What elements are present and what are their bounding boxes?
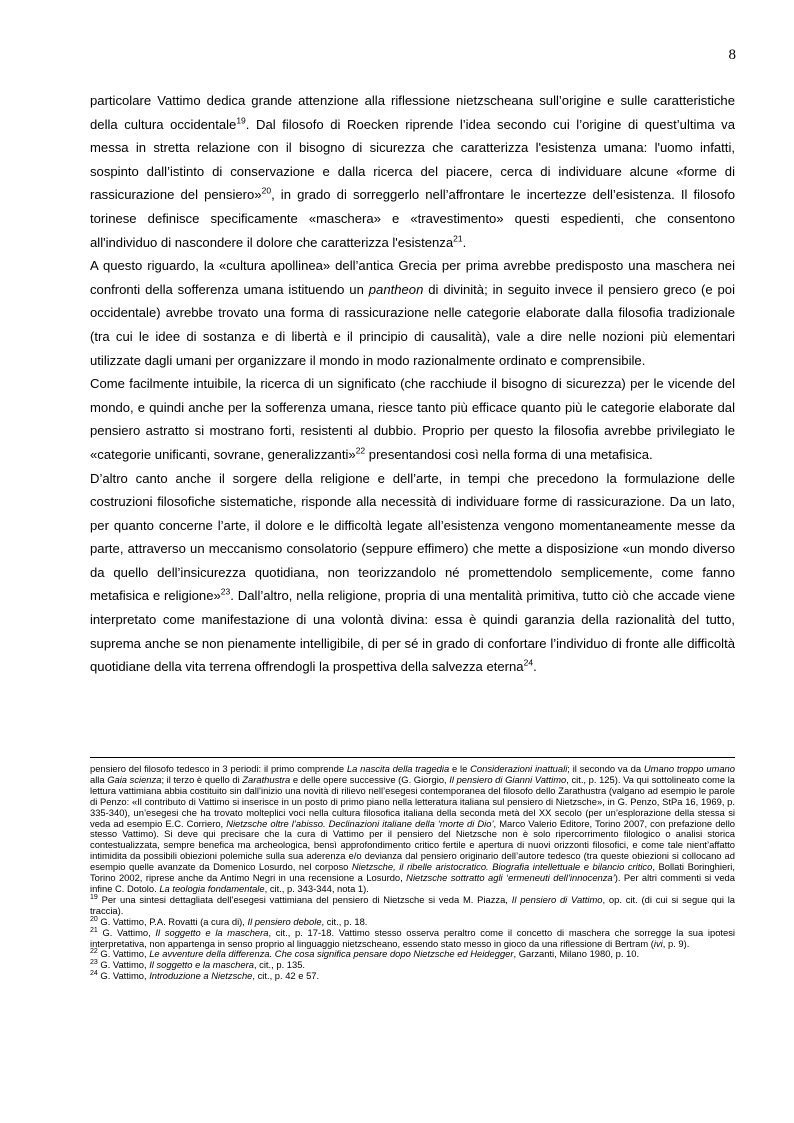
text-run: , Garzanti, Milano 1980, p. 10. [513, 948, 640, 960]
text-run: G. Vattimo, P.A. Rovatti (a cura di), [97, 915, 248, 927]
text-run: , Marco Valerio Editore, Torino 2007, con prefazione dello stesso Vattimo). Si deve qui precisare che la cura di Vattimo per il pensiero del Nietzsche non è solo ripercorrimento filologico o analisi storica contestualizzata, sempre benefica ma archeologica, bensì approfondimento critico fertile e apertura di nuovi orizzonti filosofici, e come tale nient’affatto intimidita da possibili obiezioni polemiche sulla sua aderenza e/o devianza dal pensiero originario dell’autore tedesco (tra queste obiezioni si collocano ad esempio quelle avanzate da Domenico Losurdo, nel corposo [90, 817, 735, 873]
italic-text: ivi [653, 937, 663, 949]
paragraph [90, 467, 735, 679]
footnote [90, 971, 735, 982]
text-run: particolare Vattimo dedica grande attenzione alla riflessione nietzscheana sull’origine e sulle caratteristiche della cultura occidentale [90, 93, 735, 132]
footnote-number: 19 [90, 893, 98, 901]
text-run: . [533, 659, 537, 675]
text-run: , cit., p. 42 e 57. [252, 970, 320, 982]
footnote [90, 928, 735, 950]
text-run: , in grado di sorreggerlo nell’affrontare le incertezze dell’esistenza. Il filosofo torinese definisce specificamente «maschera» e «travestimento» questi espedienti, che consentono all'individuo di nascondere il dolore che caratterizza l'esistenza [90, 187, 735, 250]
text-run: G. Vattimo, [97, 959, 150, 971]
main-text [90, 89, 735, 679]
footnote-reference: 20 [261, 186, 272, 197]
footnote-reference: 24 [523, 657, 534, 668]
text-run: , cit., p. 343-344, nota 1). [264, 882, 369, 894]
page-number: 8 [728, 47, 736, 63]
paragraph [90, 89, 735, 254]
footnote-reference: 22 [355, 445, 366, 456]
text-run: di divinità; in seguito invece il pensiero greco (e poi occidentale) avrebbe trovato una forma di rassicurazione nelle categorie elaborate dalla filosofia tradizionale (tra cui le idee di sostanza e di libertà e il principio di causalità), vale a dire nelle nozioni più elementari utilizzate dagli umani per organizzare il mondo in modo razionalmente ordinato e comprensibile. [90, 281, 735, 368]
text-run: G. Vattimo, [97, 948, 150, 960]
italic-text: Il pensiero di Vattimo [511, 893, 603, 905]
text-run: Come facilmente intuibile, la ricerca di un significato (che racchiude il bisogno di sicurezza) per le vicende del mondo, e quindi anche per la sofferenza umana, riesce tanto più efficace quanto più le categorie elaborate dal pensiero astratto si mostrano forti, resistenti al dubbio. Proprio per questo la filosofia avrebbe privilegiato le «categorie unificanti, sovrane, generalizzanti» [90, 376, 735, 462]
text-run: , cit., p. 135. [253, 959, 306, 971]
footnote-number: 21 [90, 926, 98, 934]
italic-text: Il soggetto e la maschera [155, 926, 269, 938]
text-run: Per una sintesi dettagliata dell’esegesi vattimiana del pensiero di Nietzsche si veda M. Piazza, [97, 893, 512, 905]
text-run: e delle opere successive (G. Giorgio, [290, 773, 450, 785]
text-run: . Dall’altro, nella religione, propria di una mentalità primitiva, tutto ciò che accade viene interpretato come manifestazione di una volontà divina: essa è quindi garanzia della razionalità del tutto, suprema anche se non pienamente intelligibile, di per sé in grado di confortare l’individuo di fronte alle difficoltà quotidiane della vita terrena offrendogli la prospettiva della salvezza eterna [90, 588, 736, 675]
footnote-reference: 23 [220, 587, 231, 598]
text-run: , op. cit. (di cui si segue qui la traccia). [90, 893, 736, 916]
footnote-reference: 19 [236, 115, 246, 126]
text-run: e le [449, 763, 471, 774]
italic-text: pantheon [368, 281, 424, 297]
italic-text: La nascita della tragedia [346, 763, 450, 774]
text-run: alla [90, 773, 108, 785]
text-run: . [462, 234, 467, 250]
paragraph [90, 254, 735, 372]
italic-text: Le avventure della differenza. Che cosa significa pensare dopo Nietzsche ed Heidegger [149, 948, 514, 960]
text-run: . Dal filosofo di Roecken riprende l’idea secondo cui l’origine di quest’ultima va messa in stretta relazione con il bisogno di sicurezza che caratterizza l'esistenza umana: l'uomo infatti, sospinto dall’istinto di conservazione e dalla ricerca del piacere, cerca di individuare alcune «forme di rassicurazione del pensiero» [90, 116, 735, 203]
footnote-reference: 21 [453, 233, 463, 244]
text-run: , cit., p. 17-18. Vattimo stesso osserva peraltro come il concetto di maschera che sorregge la sua ipotesi interpretativa, non appartenga in senso proprio al linguaggio nietzscheano, essendo stato messo in gioco da una riflessione di Bertram ( [90, 926, 736, 949]
text-run: , cit., p. 125). Va qui sottolineato come la lettura vattimiana abbia costituito sin dall’inizio una novità di rilievo nell’esegesi contemporanea del filosofo dello Zarathustra (valgano ad esempio le parole di Penzo: «Il contributo di Vattimo si inserisce in un posto di primo piano nella letteratura italiana sul pensiero di Nietzsche», in G. Penzo, StPa 16, 1969, p. 335-340), un’esegesi che ha trovato molteplici voci nella cultura filosofica italiana della seconda metà del XX secolo (per un’esplorazione della stessa si veda ad esempio E.C. Corriero, [90, 773, 735, 829]
text-run: , cit., p. 18. [321, 915, 368, 927]
text-run: ). Per altri commenti si veda infine C. Dotolo. [90, 872, 735, 894]
italic-text: Il pensiero di Gianni Vattimo [449, 773, 567, 785]
text-run: pensiero del filosofo tedesco in 3 periodi: il primo comprende [90, 763, 347, 774]
text-run: , Bollati Boringhieri, Torino 2002, riprese anche da Antimo Negri in una recensione a Losurdo, [90, 861, 735, 884]
italic-text: Gaia scienza [107, 773, 162, 785]
italic-text: La teologia fondamentale [159, 882, 265, 894]
footnote-number: 24 [90, 970, 98, 978]
footnote-number: 23 [90, 959, 98, 967]
text-run: A questo riguardo, la «cultura apollinea» dell’antica Grecia per prima avrebbe predisposto una maschera nei confronti della sofferenza umana istituendo un [90, 258, 735, 297]
text-run: , p. 9). [662, 937, 690, 949]
text-run: ; il terzo è quello di [161, 773, 243, 785]
footnote [90, 895, 735, 917]
text-run: D’altro canto anche il sorgere della religione e dell’arte, in tempi che precedono la formulazione delle costruzioni filosofiche sistematiche, risponde alla necessità di individuare forme di rassicurazione. Da un lato, per quanto concerne l’arte, il dolore e le difficoltà legate all’esistenza vengono momentaneamente messe da parte, attraverso un meccanismo consolatorio (seppure effimero) che mette a disposizione «un mondo diverso da quello dell’insicurezza quotidiana, non teorizzandolo né promettendolo semplicemente, come fanno metafisica e religione» [90, 470, 735, 604]
italic-text: Umano troppo umano [643, 763, 735, 774]
text-run: G. Vattimo, [97, 970, 150, 982]
italic-text: Zarathustra [242, 773, 291, 785]
footnote-number: 20 [90, 915, 98, 923]
italic-text: Nietzsche, il ribelle aristocratico. Biografia intellettuale e bilancio critico [351, 861, 653, 873]
footnote [90, 764, 735, 895]
footnote-separator [90, 757, 735, 758]
italic-text: Il pensiero debole [247, 915, 322, 927]
footnotes [90, 764, 735, 982]
text-run: ; il secondo va da [567, 763, 644, 774]
paragraph [90, 372, 735, 466]
italic-text: Introduzione a Nietzsche [149, 970, 253, 982]
text-run: presentandosi così nella forma di una metafisica. [365, 446, 653, 462]
italic-text: Considerazioni inattuali [470, 763, 568, 774]
footnote-number: 22 [90, 948, 98, 956]
italic-text: Il soggetto e la maschera [149, 959, 254, 971]
text-run: G. Vattimo, [97, 926, 156, 938]
italic-text: Nietzsche sottratto agli ‘ermeneuti dell’innocenza’ [406, 872, 615, 884]
italic-text: Nietzsche oltre l’abisso. Declinazioni italiane della ‘morte di Dio’ [226, 817, 494, 829]
